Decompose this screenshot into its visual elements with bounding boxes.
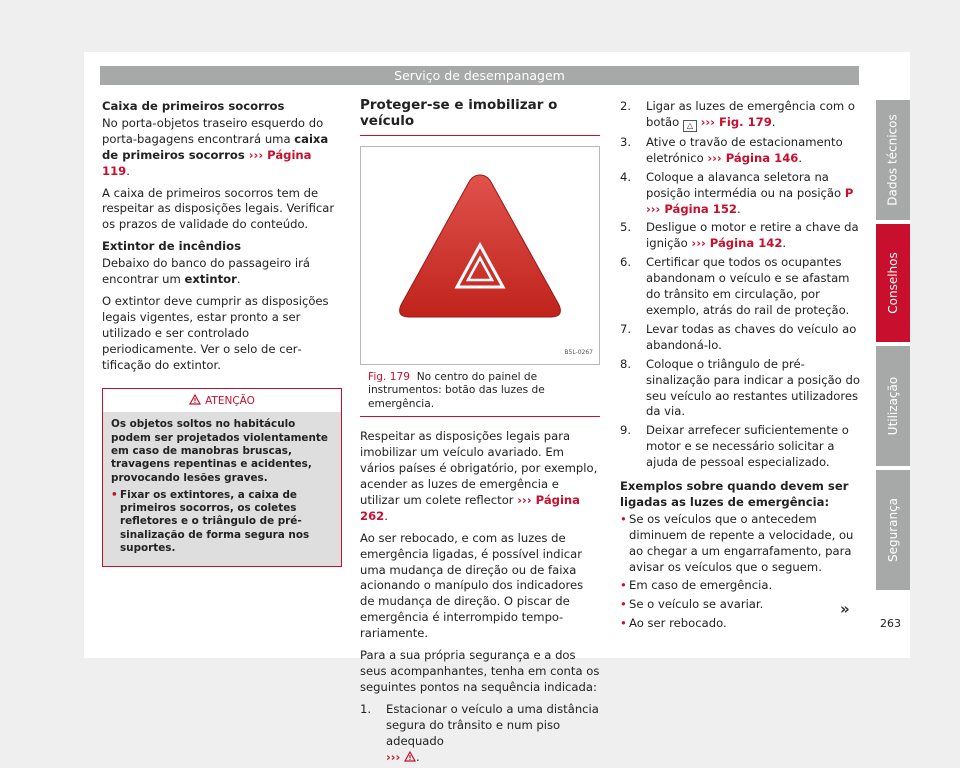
warning-triangle-icon [404,751,416,762]
mid-paragraph-2: Ao ser rebocado, e com as luzes de emergência ligadas, é possível indicar uma mudança de direção ou de faixa acionando o manípulo dos indicadores de mudança de direção. O piscar de emergência é interrompido temporariamente. [360,530,584,641]
page-ref-link[interactable]: ››› Página 142 [691,236,783,251]
warning-label: ATENÇÃO [205,394,255,407]
mid-paragraph-3: Para a sua própria segurança e a dos seus acompanhantes, tenha em conta os seguintes pontos na sequência indicada: [360,648,600,694]
list-item: 3. Ative o travão de estacionamento eletrónico ››› Página 146. [620,134,843,165]
warning-text: Os objetos soltos no habitáculo podem ser projetados violentamente em caso de manobras bruscas, travagens repentinas e acidentes, provocando lesões graves. [111,418,328,484]
first-aid-paragraph-1: No porta-objetos traseiro esquerdo do porta-bagagens encontrará uma caixa de primeiros socorros ››› Página 119. [102,115,329,178]
bullet-dot: • [620,597,627,612]
page-header: Serviço de desempanagem [100,66,859,85]
list-item: • Em caso de emergência. [620,578,773,593]
bullet-dot: • [620,616,627,631]
left-column [102,99,342,567]
page-ref-link[interactable]: ››› Página 262 [360,492,580,523]
list-item: 9. Deixar arrefecer suficientemente o motor e se necessário solicitar a ajuda de pessoal especializado. [620,423,849,470]
warning-triangle-icon [189,394,201,405]
bullet-dot: • [620,578,627,593]
tab-conselhos[interactable]: Conselhos [876,224,910,342]
page-ref-link[interactable]: ››› Página 146 [707,150,799,165]
bullet-dot: • [111,488,118,501]
hazard-button-figure [360,146,600,365]
tab-utilizacao[interactable]: Utilização [876,346,910,466]
examples-heading: Exemplos sobre quando devem ser ligadas as luzes de emergência: [620,479,849,509]
page-ref-link[interactable]: ››› Página 119 [102,147,312,178]
list-item: 8. Coloque o triângulo de pré-sinalização para indicar a posição do seu veículo ao restantes utilizadores da via. [620,356,860,419]
figure-code: B5L-0267 [564,348,593,356]
figure-caption: Fig. 179 No centro do painel de instrumentos: botão das luzes de emergência. [360,371,600,418]
warning-body [103,412,341,566]
list-item: 6. Certificar que todos os ocupantes abandonam o veículo e se afastam do trânsito em circulação, por exemplo, atrás do rail de proteção. [620,255,850,317]
figure-ref-link[interactable]: ››› Fig. 179 [700,114,772,129]
hazard-button-symbol-icon: △ [683,120,697,132]
right-column [620,99,860,635]
steps-list-continued [620,99,860,471]
figure-label: Fig. 179 [368,370,410,383]
steps-list-start [360,702,600,766]
extinguisher-paragraph-1: Debaixo do banco do passageiro irá encontrar um extintor. [102,256,311,287]
page-ref-link[interactable]: P ››› Página 152 [646,185,854,216]
first-aid-heading: Caixa de primeiros socorros [102,99,285,113]
tab-seguranca[interactable]: Segurança [876,470,910,590]
warning-header [103,389,341,413]
extinguisher-heading: Extintor de incêndios [102,239,241,254]
mid-paragraph-1: Respeitar as disposições legais para imobilizar um veículo avariado. Em vários países é obrigatório, por exemplo, acender as luzes de emergência e utilizar um colete reflector ››› Página 262. [360,429,598,523]
first-aid-paragraph-2: A caixa de primeiros socorros tem de respeitar as disposições legais. Verificar os prazos de validade do conteúdo. [102,185,335,232]
continue-arrow-icon: » [840,600,850,618]
section-title: Proteger-se e imobilizar o veículo [360,98,600,136]
list-item: • Ao ser rebocado. [620,616,727,631]
list-item: 7. Levar todas as chaves do veículo ao abandoná-lo. [620,321,857,352]
tab-dados-tecnicos[interactable]: Dados técnicos [876,100,910,220]
list-item: 5. Desligue o motor e retire a chave da ignição ››› Página 142. [620,220,859,251]
list-item: 2. Ligar as luzes de emergência com o botão △ ››› Fig. 179. [620,99,856,130]
list-item: 1. Estacionar o veículo a uma distância segura do trânsito e num piso adequado ››› . [360,701,599,764]
bullet-dot: • [620,511,627,526]
page-number: 263 [880,617,901,630]
warning-box [102,388,342,568]
list-item: 4. Coloque a alavanca seletora na posição intermédia ou na posição P ››› Página 152. [620,169,854,216]
warning-bullet: • Fixar os extintores, a caixa de primeiros socorros, os coletes refletores e o triângulo de pré-sinalização de forma segura nos suportes. [111,488,310,555]
hazard-button-icon [361,147,599,364]
middle-column [360,98,600,768]
list-item: • Se o veículo se avariar. [620,597,764,612]
list-item: • Se os veículos que o antecedem diminuem de repente a velocidade, ou ao chegar a um engarrafamento, para avisar os veículos que o seguem. [620,511,854,574]
extinguisher-paragraph-2: O extintor deve cumprir as disposições legais vigentes, estar pronto a ser utilizado e ser controlado periodicamente. Ver o selo de certificação do extintor. [102,293,329,372]
